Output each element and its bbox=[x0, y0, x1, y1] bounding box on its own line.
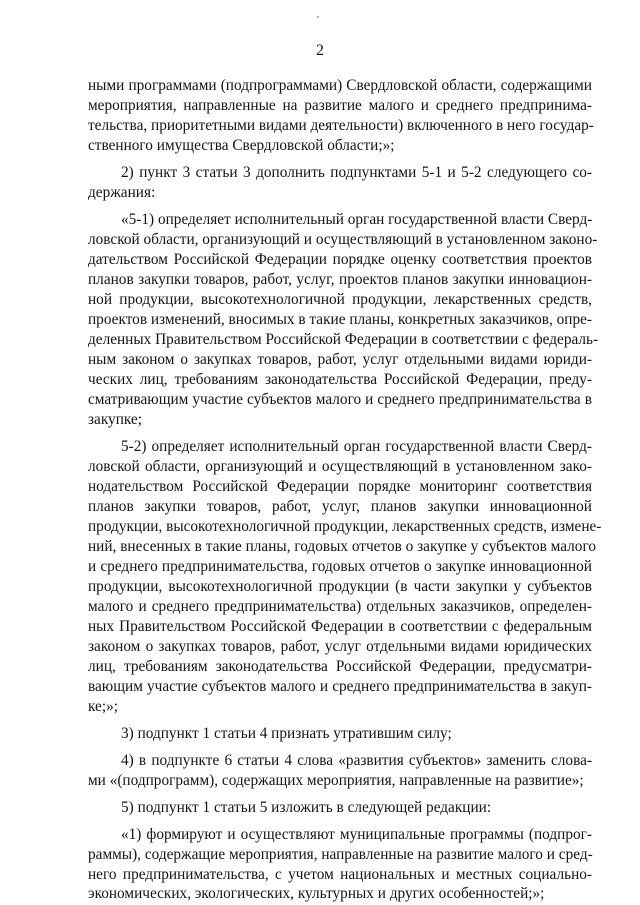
page-number: 2 bbox=[316, 42, 324, 59]
text-line: 4) в подпункте 6 статьи 4 слова «развития субъектов» заменить слова- bbox=[121, 752, 592, 769]
text-line: законом о закупках товаров, работ, услуг отдельными видами юридических bbox=[88, 638, 592, 655]
text-line: ных Правительством Российской Федерации в соответствии с федеральным bbox=[88, 618, 592, 635]
text-line: сматривающим участие субъектов малого и среднего предпринимательства в bbox=[88, 391, 592, 408]
text-line: вающим участие субъектов малого и среднего предпринимательства в закуп- bbox=[88, 678, 592, 695]
text-line: дательством Российской Федерации порядке оценку соответствия проектов bbox=[88, 251, 592, 268]
text-line: проектов изменений, вносимых в такие планы, конкретных заказчиков, опре- bbox=[88, 311, 592, 328]
text-line: 5-2) определяет исполнительный орган государственной власти Сверд- bbox=[121, 438, 592, 455]
text-line: тельства, приоритетными видами деятельности) включенного в него государ- bbox=[88, 117, 594, 134]
text-line: ке;»; bbox=[88, 698, 118, 715]
text-line: него предпринимательства, с учетом национальных и местных социально- bbox=[88, 866, 592, 883]
text-line: продукции, высокотехнологичной продукции (в части закупки у субъектов bbox=[88, 578, 592, 595]
text-line: 2) пункт 3 статьи 3 дополнить подпунктами 5-1 и 5-2 следующего со- bbox=[121, 164, 592, 181]
text-line: ми «(подпрограмм), содержащих мероприятия, направленные на развитие»; bbox=[88, 772, 584, 789]
text-line: ловской области, организующий и осуществляющий в установленном законо- bbox=[88, 231, 598, 248]
text-line: держания: bbox=[88, 184, 156, 201]
text-line: продукции, высокотехнологичной продукции, лекарственных средств, измене- bbox=[88, 518, 602, 535]
text-line: 5) подпункт 1 статьи 5 изложить в следующей редакции: bbox=[121, 799, 492, 816]
text-line: планов закупки товаров, работ, услуг, проектов планов закупки инновацион- bbox=[88, 271, 592, 288]
text-line: планов закупки товаров, работ, услуг, планов закупки инновационной bbox=[88, 498, 592, 515]
text-line: ний, внесенных в такие планы, годовых отчетов о закупке у субъектов малого bbox=[88, 538, 596, 555]
text-line: ной продукции, высокотехнологичной продукции, лекарственных средств, bbox=[88, 291, 592, 308]
text-line: нодательством Российской Федерации порядке мониторинг соответствия bbox=[88, 478, 592, 495]
text-line: малого и среднего предпринимательства) отдельных заказчиков, определен- bbox=[88, 598, 592, 615]
text-line: мероприятия, направленные на развитие малого и среднего предпринима- bbox=[88, 97, 592, 114]
text-line: ными программами (подпрограммами) Свердловской области, содержащими bbox=[88, 77, 592, 94]
text-line: и среднего предпринимательства, годовых отчетов о закупке инновационной bbox=[88, 558, 592, 575]
text-line: лиц, требованиям законодательства Российской Федерации, предусматри- bbox=[88, 658, 592, 675]
text-line: ственного имущества Свердловской области;»; bbox=[88, 137, 395, 154]
text-line: деленных Правительством Российской Федерации в соответствии с федераль- bbox=[88, 331, 599, 348]
text-line: раммы), содержащие мероприятия, направленные на развитие малого и сред- bbox=[88, 846, 593, 863]
text-line: «1) формируют и осуществляют муниципальные программы (подпрог- bbox=[121, 826, 592, 843]
text-line: ным законом о закупках товаров, работ, услуг отдельными видами юриди- bbox=[88, 351, 592, 368]
text-line: ческих лиц, требованиям законодательства Российской Федерации, преду- bbox=[88, 371, 592, 388]
text-line: закупке; bbox=[88, 411, 142, 428]
text-line: ловской области, организующий и осуществляющий в установленном зако- bbox=[88, 458, 592, 475]
scan-speck bbox=[317, 16, 319, 18]
text-line: экономических, экологических, культурных и других особенностей;»; bbox=[88, 885, 545, 902]
text-line: 3) подпункт 1 статьи 4 признать утратившим силу; bbox=[121, 725, 452, 742]
text-line: «5-1) определяет исполнительный орган государственной власти Сверд- bbox=[121, 211, 593, 228]
